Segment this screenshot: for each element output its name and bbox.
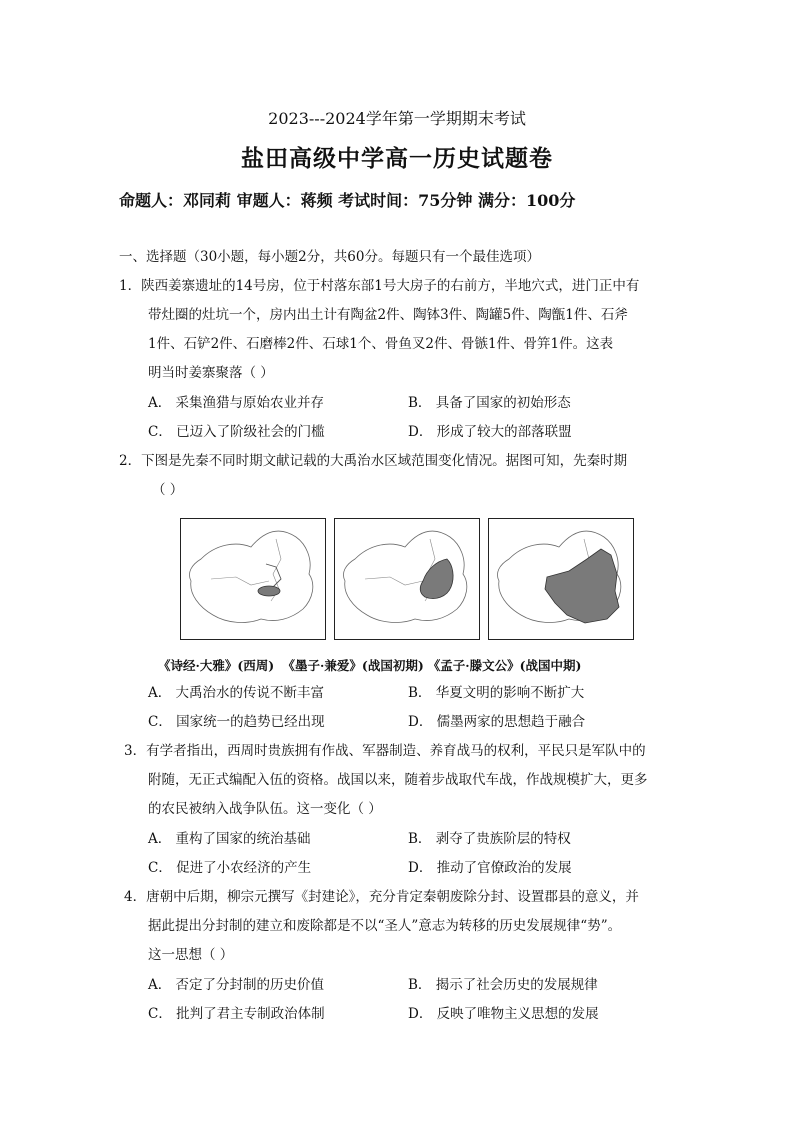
option-c[interactable]: C． 已迈入了阶级社会的门槛 xyxy=(148,424,325,440)
option-d[interactable]: D． 形成了较大的部落联盟 xyxy=(408,424,572,440)
option-b[interactable]: B． 揭示了社会历史的发展规律 xyxy=(408,977,598,993)
option-a[interactable]: A． 重构了国家的统治基础 xyxy=(148,831,311,847)
question-line: 的农民被纳入战争队伍。这一变化（ ） xyxy=(148,801,382,817)
question-line: 附随，无正式编配入伍的资格。战国以来，随着步战取代车战，作战规模扩大，更多 xyxy=(148,772,648,788)
question-line: 这一思想（ ） xyxy=(148,947,234,963)
map-mid-warring-states xyxy=(488,518,634,640)
option-d[interactable]: D． 反映了唯物主义思想的发展 xyxy=(408,1006,599,1022)
option-a[interactable]: A． 大禹治水的传说不断丰富 xyxy=(148,685,325,701)
flood-maps xyxy=(180,518,634,640)
section-heading: 一、选择题（30小题，每小题2分，共60分。每题只有一个最佳选项） xyxy=(119,249,540,265)
page-title: 盐田高级中学高一历史试题卷 xyxy=(241,145,553,172)
option-b[interactable]: B． 华夏文明的影响不断扩大 xyxy=(408,685,585,701)
option-c[interactable]: C． 批判了君主专制政治体制 xyxy=(148,1006,325,1022)
question-line: 据此提出分封制的建立和废除都是不以“圣人”意志为转移的历史发展规律“势”。 xyxy=(148,918,622,934)
exam-meta: 命题人：邓同莉 审题人：蒋频 考试时间：75分钟 满分：100分 xyxy=(119,191,576,210)
map-western-zhou xyxy=(180,518,326,640)
option-a[interactable]: A． 采集渔猎与原始农业并存 xyxy=(148,395,325,411)
question-line: 明当时姜寨聚落（ ） xyxy=(148,365,274,381)
map-early-warring-states xyxy=(334,518,480,640)
flood-area xyxy=(258,586,280,596)
option-a[interactable]: A． 否定了分封制的历史价值 xyxy=(148,977,325,993)
option-d[interactable]: D． 推动了官僚政治的发展 xyxy=(408,860,572,876)
question-line: 1件、石铲2件、石磨棒2件、石球1个、骨鱼叉2件、骨镞1件、骨笄1件。这表 xyxy=(148,336,614,352)
question-line: 带灶圈的灶坑一个，房内出土计有陶盆2件、陶钵3件、陶罐5件、陶甑1件、石斧 xyxy=(148,307,628,323)
question-line: 4．唐朝中后期，柳宗元撰写《封建论》，充分肯定秦朝废除分封、设置郡县的意义，并 xyxy=(124,889,639,905)
option-c[interactable]: C． 促进了小农经济的产生 xyxy=(148,860,312,876)
option-b[interactable]: B． 具备了国家的初始形态 xyxy=(408,395,571,411)
map-caption: 《诗经·大雅》(西周) xyxy=(158,658,275,673)
option-b[interactable]: B． 剥夺了贵族阶层的特权 xyxy=(408,831,571,847)
exam-term: 2023---2024学年第一学期期末考试 xyxy=(268,109,526,128)
question-line: 2．下图是先秦不同时期文献记载的大禹治水区域范围变化情况。据图可知，先秦时期 xyxy=(119,453,628,469)
china-map-outline xyxy=(489,519,632,638)
question-line: 1．陕西姜寨遗址的14号房，位于村落东部1号大房子的右前方，半地穴式，进门正中有 xyxy=(119,278,640,294)
china-map-outline xyxy=(181,519,324,638)
flood-area xyxy=(420,559,453,599)
map-caption: 《墨子·兼爱》(战国初期) xyxy=(282,658,424,673)
option-c[interactable]: C． 国家统一的趋势已经出现 xyxy=(148,714,325,730)
flood-area xyxy=(545,549,619,623)
question-line: （ ） xyxy=(152,482,184,498)
option-d[interactable]: D． 儒墨两家的思想趋于融合 xyxy=(408,714,586,730)
map-captions xyxy=(158,656,585,674)
china-map-outline xyxy=(335,519,478,638)
question-line: 3．有学者指出，西周时贵族拥有作战、军器制造、养育战马的权利，平民只是军队中的 xyxy=(124,743,646,759)
map-caption: 《孟子·滕文公》(战国中期) xyxy=(427,658,582,673)
